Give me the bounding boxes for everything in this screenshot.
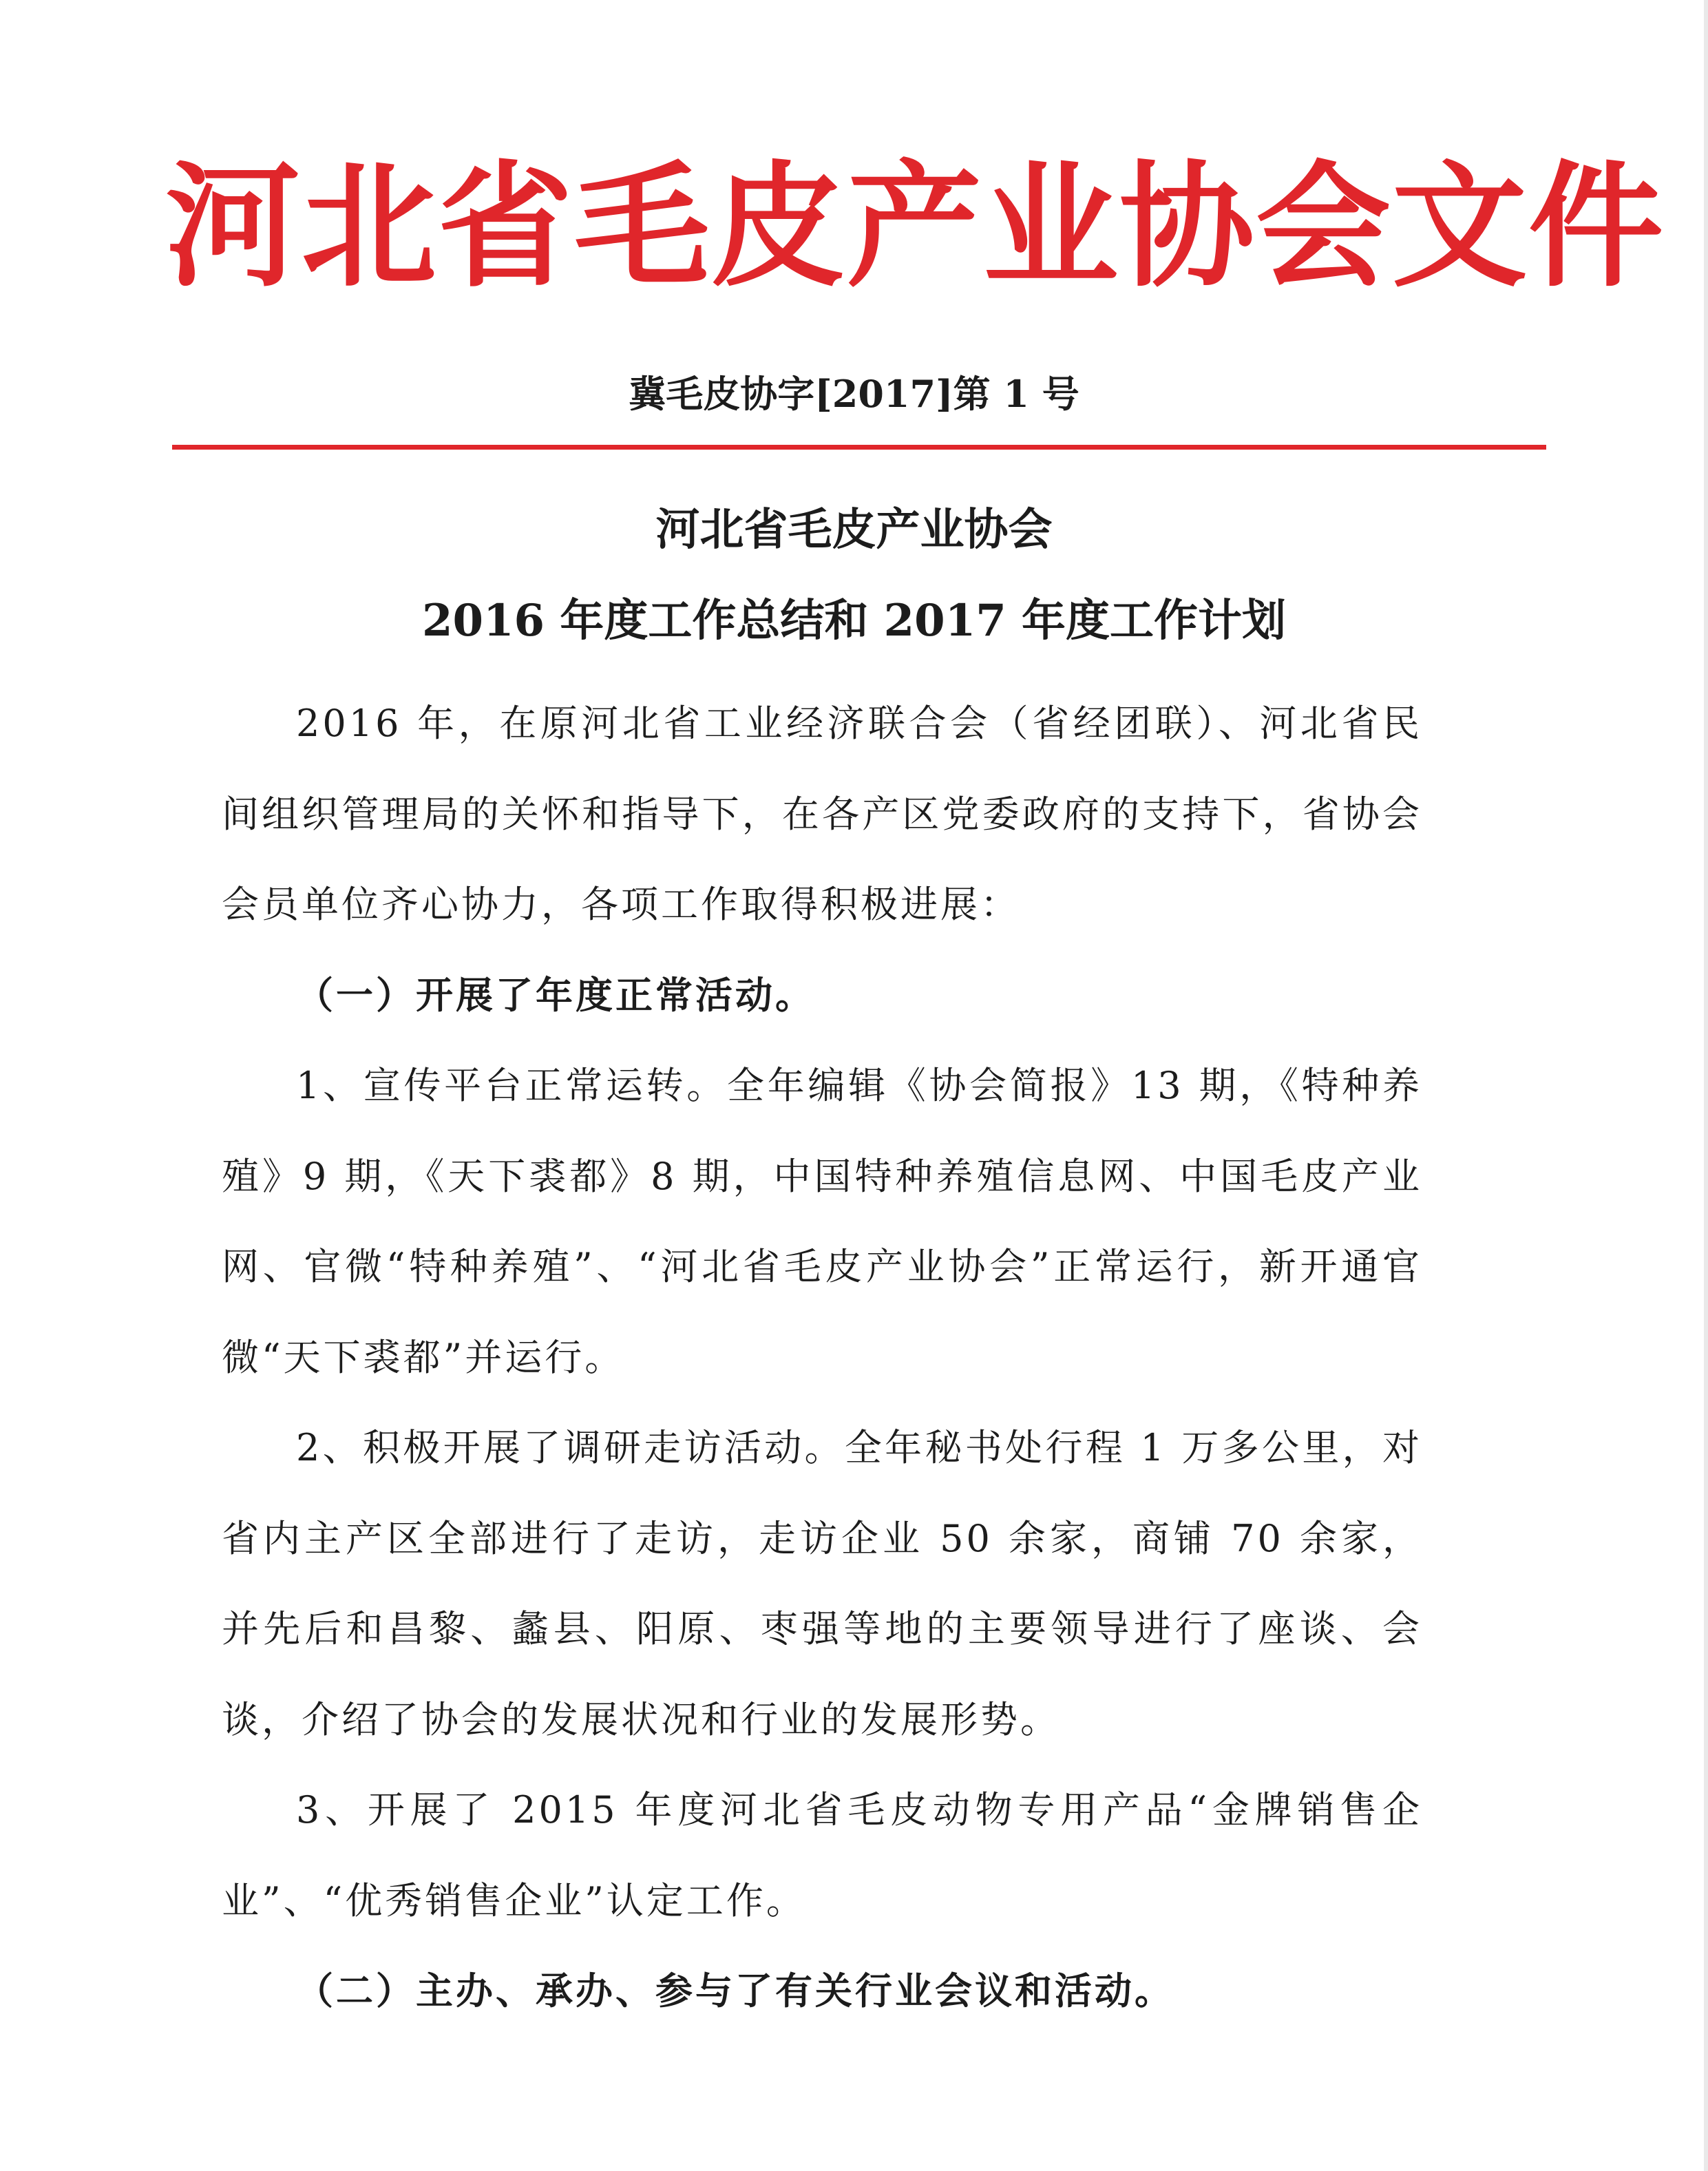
red-divider-line — [172, 445, 1546, 450]
scan-edge — [1704, 0, 1708, 2171]
document-title-line-2: 2016 年度工作总结和 2017 年度工作计划 — [421, 595, 1287, 647]
document-title-line-1: 河北省毛皮产业协会 — [655, 504, 1053, 556]
section-heading-1: （一）开展了年度正常活动。 — [296, 972, 815, 1017]
section-heading-2: （二）主办、承办、参与了有关行业会议和活动。 — [296, 1969, 1174, 2013]
intro-paragraph: 2016 年，在原河北省工业经济联合会（省经团联）、河北省民间组织管理局的关怀和指导下，在各产区党委政府的支持下，省协会会员单位齐心协力，各项工作取得积极进展： — [222, 702, 1422, 926]
item-paragraph-2: 2、积极开展了调研走访活动。全年秘书处行程 1 万多公里，对省内主产区全部进行了走访，走访企业 50 余家，商铺 70 余家，并先后和昌黎、蠡县、阳原、枣强等地的主要领导进行了座谈、会谈，介绍了协会的发展状况和行业的发展形势。 — [222, 1426, 1422, 1741]
document-body — [222, 678, 1422, 2037]
document-masthead: 河北省毛皮产业协会文件 — [165, 149, 1665, 306]
item-paragraph-1: 1、宣传平台正常运转。全年编辑《协会简报》13 期，《特种养殖》9 期，《天下裘都》8 期，中国特种养殖信息网、中国毛皮产业网、官微“特种养殖”、“河北省毛皮产业协会”正常运行，新开通官微“天下裘都”并运行。 — [222, 1064, 1422, 1379]
document-number: 冀毛皮协字[2017]第 1 号 — [629, 372, 1079, 416]
item-paragraph-3: 3、开展了 2015 年度河北省毛皮动物专用产品“金牌销售企业”、“优秀销售企业”认定工作。 — [222, 1788, 1422, 1922]
